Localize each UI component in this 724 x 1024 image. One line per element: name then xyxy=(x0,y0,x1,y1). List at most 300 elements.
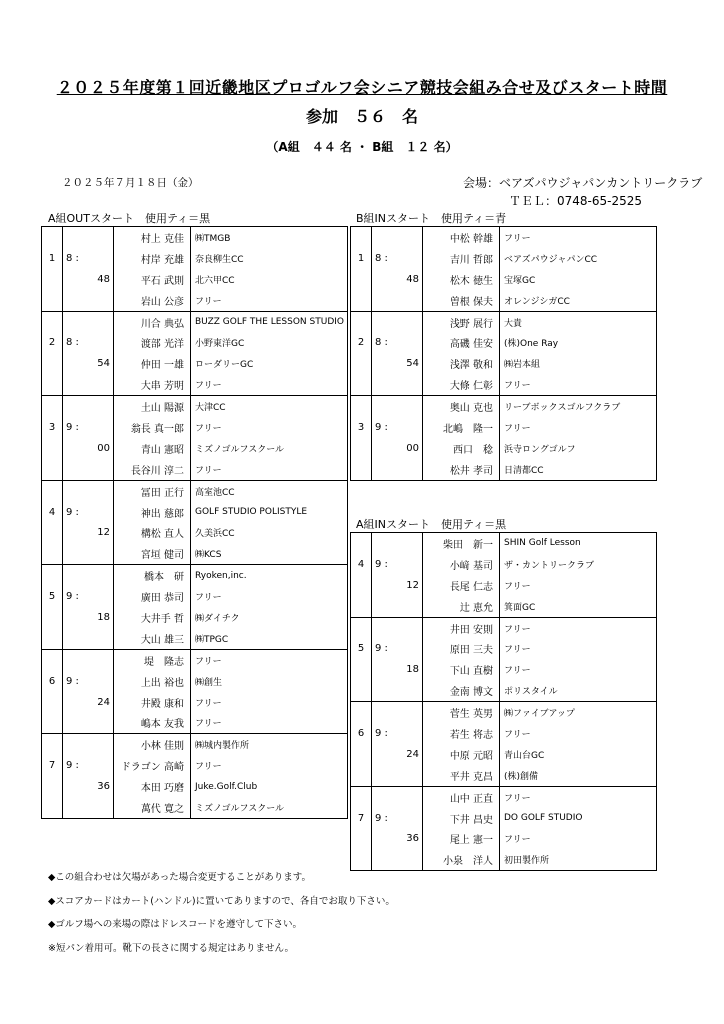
player-club: フリー xyxy=(500,723,657,744)
player-name: 辻 恵允 xyxy=(423,596,500,617)
player-club: 箕面GC xyxy=(500,596,657,617)
start-minute xyxy=(86,332,114,353)
start-hour: 9 : xyxy=(372,554,396,575)
player-name: 菅生 英男 xyxy=(423,702,500,723)
group-number xyxy=(42,607,63,628)
player-name: 北嶋 隆一 xyxy=(423,417,500,438)
player-club: 宝塚GC xyxy=(500,269,657,290)
table-row xyxy=(42,734,348,755)
group-number xyxy=(42,396,63,417)
player-name: 小林 佳則 xyxy=(114,734,191,755)
section-label-a-in: A組INスタート 使用ティ＝黒 xyxy=(356,518,507,531)
player-name: 渡部 光洋 xyxy=(114,332,191,353)
player-club: DO GOLF STUDIO xyxy=(500,808,657,829)
start-hour xyxy=(372,227,396,248)
group-breakdown: （A組 ４４ 名 ・ B組 １２ 名） xyxy=(266,140,458,154)
player-name: 大井手 哲 xyxy=(114,607,191,628)
start-hour: 9 : xyxy=(63,586,87,607)
start-minute xyxy=(395,554,423,575)
group-block xyxy=(351,533,657,618)
start-minute xyxy=(86,628,114,649)
table-row xyxy=(351,227,657,248)
player-name: 平石 武則 xyxy=(114,269,191,290)
start-hour xyxy=(63,712,87,733)
table-row xyxy=(42,628,348,649)
start-hour xyxy=(372,269,396,290)
player-club: フリー xyxy=(191,417,348,438)
start-minute xyxy=(86,734,114,755)
player-name: 嶋本 友我 xyxy=(114,712,191,733)
table-row xyxy=(42,311,348,332)
start-minute: 00 xyxy=(406,442,419,454)
start-minute xyxy=(395,617,423,638)
start-hour: 9 : xyxy=(63,417,87,438)
group-number xyxy=(42,374,63,395)
start-minute xyxy=(395,638,423,659)
group-number xyxy=(42,692,63,713)
table-row xyxy=(42,353,348,374)
player-club: (株)創備 xyxy=(500,765,657,786)
player-club: フリー xyxy=(191,692,348,713)
player-name: 小泉 洋人 xyxy=(423,849,500,870)
start-minute: 24 xyxy=(97,696,110,708)
group-number xyxy=(351,396,372,417)
group-number xyxy=(351,311,372,332)
player-name: 土山 陽源 xyxy=(114,396,191,417)
start-minute: 36 xyxy=(97,781,110,793)
start-hour xyxy=(63,396,87,417)
player-club: Juke.Golf.Club xyxy=(191,776,348,797)
table-a-out xyxy=(41,226,348,819)
start-minute: 48 xyxy=(406,273,419,285)
group-number: 5 xyxy=(42,586,63,607)
start-hour xyxy=(372,744,396,765)
player-club: 青山台GC xyxy=(500,744,657,765)
group-block xyxy=(42,227,348,312)
player-name: 高磯 佳安 xyxy=(423,332,500,353)
start-hour: 8 : xyxy=(372,332,396,353)
group-number: 2 xyxy=(42,332,63,353)
start-hour: 9 : xyxy=(63,502,87,523)
table-row xyxy=(351,554,657,575)
table-row xyxy=(351,332,657,353)
start-minute xyxy=(86,417,114,438)
group-number xyxy=(351,533,372,554)
start-hour xyxy=(372,575,396,596)
player-club: フリー xyxy=(500,227,657,248)
table-row xyxy=(42,438,348,459)
section-label-a-out: A組OUTスタート 使用ティ＝黒 xyxy=(48,212,211,225)
group-number xyxy=(42,543,63,564)
start-hour xyxy=(372,459,396,480)
start-minute xyxy=(86,755,114,776)
group-number xyxy=(42,649,63,670)
start-minute: 12 xyxy=(97,527,110,539)
start-minute: 36 xyxy=(406,833,419,845)
table-b-in xyxy=(350,226,657,481)
start-hour xyxy=(372,680,396,701)
group-number: 7 xyxy=(351,808,372,829)
table-row xyxy=(42,290,348,311)
group-number xyxy=(42,353,63,374)
start-hour xyxy=(63,776,87,797)
start-minute xyxy=(395,680,423,701)
group-number xyxy=(42,522,63,543)
table-row xyxy=(42,269,348,290)
group-number xyxy=(351,617,372,638)
start-hour xyxy=(372,596,396,617)
group-number xyxy=(351,438,372,459)
start-minute xyxy=(86,586,114,607)
start-hour xyxy=(372,659,396,680)
table-row xyxy=(42,565,348,586)
table-row xyxy=(351,765,657,786)
player-club: フリー xyxy=(500,828,657,849)
table-row xyxy=(351,723,657,744)
start-hour: 9 : xyxy=(372,417,396,438)
player-club: 大貴 xyxy=(500,311,657,332)
note-line: ◆スコアカードはカート(ハンドル)に置いてありますので、各自でお取り下さい。 xyxy=(48,895,395,907)
start-minute xyxy=(395,459,423,480)
group-number: 4 xyxy=(351,554,372,575)
table-row xyxy=(42,459,348,480)
player-name: 浅澤 敬和 xyxy=(423,353,500,374)
player-club: フリー xyxy=(500,617,657,638)
start-minute xyxy=(395,248,423,269)
player-name: 村岸 充雄 xyxy=(114,248,191,269)
start-hour: 9 : xyxy=(372,638,396,659)
start-hour xyxy=(63,459,87,480)
player-name: 長谷川 淳二 xyxy=(114,459,191,480)
player-name: 小﨑 基司 xyxy=(423,554,500,575)
player-name: 川合 典弘 xyxy=(114,311,191,332)
group-number: 6 xyxy=(42,671,63,692)
start-minute xyxy=(395,396,423,417)
player-club: 大津CC xyxy=(191,396,348,417)
start-hour xyxy=(63,692,87,713)
table-row xyxy=(351,744,657,765)
player-club: ㈱KCS xyxy=(191,543,348,564)
player-name: 堤 隆志 xyxy=(114,649,191,670)
player-name: 尾上 憲一 xyxy=(423,828,500,849)
player-name: 大山 雄三 xyxy=(114,628,191,649)
start-minute xyxy=(395,417,423,438)
group-number: 2 xyxy=(351,332,372,353)
player-name: 冨田 正行 xyxy=(114,480,191,501)
table-row xyxy=(351,808,657,829)
table-row xyxy=(351,702,657,723)
player-name: 原田 三夫 xyxy=(423,638,500,659)
group-number: 7 xyxy=(42,755,63,776)
player-name: 橋本 研 xyxy=(114,565,191,586)
player-name: 仲田 一雄 xyxy=(114,353,191,374)
player-club: 小野東洋GC xyxy=(191,332,348,353)
table-row xyxy=(351,290,657,311)
venue-tel: ＴＥＬ：0748-65-2525 xyxy=(509,194,643,208)
start-hour xyxy=(372,702,396,723)
table-row xyxy=(42,671,348,692)
start-hour: 9 : xyxy=(372,808,396,829)
player-club: ザ・カントリークラブ xyxy=(500,554,657,575)
group-number xyxy=(351,227,372,248)
table-row xyxy=(42,543,348,564)
group-number xyxy=(351,353,372,374)
venue-name: 会場：ベアズパウジャパンカントリークラブ xyxy=(463,176,703,190)
start-minute xyxy=(86,649,114,670)
start-minute xyxy=(395,227,423,248)
group-number: 1 xyxy=(42,248,63,269)
player-name: 青山 憲昭 xyxy=(114,438,191,459)
group-number: 5 xyxy=(351,638,372,659)
table-row xyxy=(351,269,657,290)
group-number xyxy=(351,744,372,765)
table-row xyxy=(351,248,657,269)
player-club: フリー xyxy=(191,649,348,670)
table-row xyxy=(42,502,348,523)
table-row xyxy=(351,849,657,870)
start-minute xyxy=(395,332,423,353)
group-number xyxy=(42,776,63,797)
group-block xyxy=(42,649,348,734)
group-block xyxy=(42,565,348,650)
start-minute xyxy=(86,459,114,480)
player-club: 高室池CC xyxy=(191,480,348,501)
start-hour: 8 : xyxy=(63,332,87,353)
group-number: 3 xyxy=(351,417,372,438)
player-club: Ryoken,inc. xyxy=(191,565,348,586)
player-club: ポリスタイル xyxy=(500,680,657,701)
group-number xyxy=(42,480,63,501)
start-minute xyxy=(86,797,114,818)
start-minute: 18 xyxy=(97,611,110,623)
table-row xyxy=(351,617,657,638)
player-club: ㈱岩本組 xyxy=(500,353,657,374)
group-block xyxy=(42,311,348,396)
start-hour: 8 : xyxy=(372,248,396,269)
player-name: 神出 慈郎 xyxy=(114,502,191,523)
start-minute xyxy=(86,374,114,395)
start-hour xyxy=(63,311,87,332)
start-minute xyxy=(86,311,114,332)
player-club: ㈱ダイチク xyxy=(191,607,348,628)
player-club: GOLF STUDIO POLISTYLE xyxy=(191,502,348,523)
player-club: BUZZ GOLF THE LESSON STUDIO xyxy=(191,311,348,332)
player-name: 松井 孝司 xyxy=(423,459,500,480)
start-hour xyxy=(372,533,396,554)
table-row xyxy=(351,311,657,332)
player-name: 下井 昌史 xyxy=(423,808,500,829)
start-minute: 54 xyxy=(97,358,110,370)
table-row xyxy=(42,776,348,797)
group-block xyxy=(351,396,657,481)
player-name: 金南 博文 xyxy=(423,680,500,701)
start-hour xyxy=(63,628,87,649)
table-row xyxy=(351,596,657,617)
player-club: フリー xyxy=(500,659,657,680)
start-minute xyxy=(395,765,423,786)
player-club: ㈱TPGC xyxy=(191,628,348,649)
section-label-b-in: B組INスタート 使用ティ＝青 xyxy=(356,212,507,225)
player-name: 宮垣 健司 xyxy=(114,543,191,564)
player-club: フリー xyxy=(191,374,348,395)
player-club: 久美浜CC xyxy=(191,522,348,543)
player-club: 浜寺ロングゴルフ xyxy=(500,438,657,459)
start-minute xyxy=(86,248,114,269)
start-hour xyxy=(63,269,87,290)
start-hour xyxy=(372,438,396,459)
player-club: ㈱城内製作所 xyxy=(191,734,348,755)
player-name: 平井 克昌 xyxy=(423,765,500,786)
group-number xyxy=(351,659,372,680)
start-hour xyxy=(372,353,396,374)
group-block xyxy=(42,396,348,481)
player-club: 日清都CC xyxy=(500,459,657,480)
group-block xyxy=(42,734,348,819)
group-number: 1 xyxy=(351,248,372,269)
table-row xyxy=(42,712,348,733)
player-club: ローダリーGC xyxy=(191,353,348,374)
table-row xyxy=(351,680,657,701)
player-club: ベアズパウジャパンCC xyxy=(500,248,657,269)
group-number xyxy=(351,596,372,617)
notes xyxy=(48,866,395,960)
start-minute xyxy=(395,786,423,807)
player-name: 大條 仁彰 xyxy=(423,374,500,395)
player-name: 山中 正直 xyxy=(423,786,500,807)
player-name: 井田 安則 xyxy=(423,617,500,638)
player-club: 初田製作所 xyxy=(500,849,657,870)
start-hour xyxy=(372,290,396,311)
start-minute: 24 xyxy=(406,748,419,760)
table-row xyxy=(351,828,657,849)
start-hour xyxy=(372,396,396,417)
start-minute xyxy=(395,290,423,311)
group-block xyxy=(351,227,657,312)
start-hour xyxy=(372,617,396,638)
start-minute: 54 xyxy=(406,358,419,370)
table-a-in xyxy=(350,532,657,871)
player-name: 中原 元昭 xyxy=(423,744,500,765)
player-name: 西口 稔 xyxy=(423,438,500,459)
player-club: フリー xyxy=(500,575,657,596)
player-name: 上出 裕也 xyxy=(114,671,191,692)
start-minute xyxy=(395,311,423,332)
start-minute xyxy=(86,712,114,733)
group-number: 6 xyxy=(351,723,372,744)
group-number xyxy=(351,765,372,786)
start-minute xyxy=(86,480,114,501)
player-club: ミズノゴルフスクール xyxy=(191,438,348,459)
group-block xyxy=(351,786,657,871)
group-number xyxy=(42,311,63,332)
start-hour xyxy=(63,353,87,374)
start-hour: 9 : xyxy=(63,671,87,692)
group-number xyxy=(351,575,372,596)
player-name: ドラゴン 高崎 xyxy=(114,755,191,776)
table-row xyxy=(351,786,657,807)
player-name: 中松 幹雄 xyxy=(423,227,500,248)
table-row xyxy=(351,438,657,459)
table-row xyxy=(42,755,348,776)
group-number xyxy=(42,628,63,649)
group-number xyxy=(42,269,63,290)
player-club: フリー xyxy=(191,586,348,607)
start-hour: 8 : xyxy=(63,248,87,269)
player-club: ㈱TMGB xyxy=(191,227,348,248)
player-name: 曽根 保夫 xyxy=(423,290,500,311)
player-club: リーブボックスゴルフクラブ xyxy=(500,396,657,417)
player-name: 長尾 仁志 xyxy=(423,575,500,596)
start-minute xyxy=(86,671,114,692)
start-hour xyxy=(63,227,87,248)
start-minute xyxy=(395,374,423,395)
start-minute xyxy=(86,227,114,248)
player-club: フリー xyxy=(500,786,657,807)
group-number xyxy=(42,459,63,480)
player-name: 奥山 克也 xyxy=(423,396,500,417)
player-name: 翁長 真一郎 xyxy=(114,417,191,438)
player-club: 奈良柳生CC xyxy=(191,248,348,269)
start-hour xyxy=(372,311,396,332)
start-minute xyxy=(86,290,114,311)
start-hour xyxy=(63,522,87,543)
note-line: ◆ゴルフ場への来場の際はドレスコードを遵守して下さい。 xyxy=(48,919,303,930)
table-row xyxy=(351,659,657,680)
group-number xyxy=(42,565,63,586)
player-club: フリー xyxy=(191,755,348,776)
group-block xyxy=(351,311,657,396)
start-hour xyxy=(63,480,87,501)
player-name: 構松 直人 xyxy=(114,522,191,543)
note-line: ※短パン着用可。靴下の長さに関する規定はありません。 xyxy=(48,942,295,954)
table-row xyxy=(351,417,657,438)
player-name: 吉川 哲郎 xyxy=(423,248,500,269)
start-minute xyxy=(395,702,423,723)
group-number xyxy=(42,290,63,311)
player-club: フリー xyxy=(500,638,657,659)
table-row xyxy=(351,353,657,374)
start-hour xyxy=(372,828,396,849)
start-hour xyxy=(63,565,87,586)
player-club: ミズノゴルフスクール xyxy=(191,797,348,818)
table-row xyxy=(42,522,348,543)
player-club: 北六甲CC xyxy=(191,269,348,290)
start-minute xyxy=(395,723,423,744)
start-minute xyxy=(395,808,423,829)
group-number xyxy=(351,702,372,723)
table-row xyxy=(42,248,348,269)
group-number xyxy=(42,227,63,248)
player-club: オレンジシガCC xyxy=(500,290,657,311)
document-title: ２０２５年度第１回近畿地区プロゴルフ会シニア競技会組み合せ及びスタート時間 xyxy=(56,78,668,97)
start-hour xyxy=(63,734,87,755)
table-row xyxy=(42,607,348,628)
start-hour xyxy=(63,438,87,459)
start-hour xyxy=(63,290,87,311)
group-block xyxy=(351,702,657,787)
note-line: ◆この組合わせは欠場があった場合変更することがあります。 xyxy=(48,872,311,883)
start-minute: 00 xyxy=(97,442,110,454)
player-name: 廣田 恭司 xyxy=(114,586,191,607)
player-club: フリー xyxy=(500,417,657,438)
table-row xyxy=(42,417,348,438)
table-row xyxy=(42,797,348,818)
table-row xyxy=(42,586,348,607)
group-number xyxy=(351,269,372,290)
start-minute xyxy=(395,533,423,554)
group-number xyxy=(351,786,372,807)
start-hour xyxy=(63,649,87,670)
